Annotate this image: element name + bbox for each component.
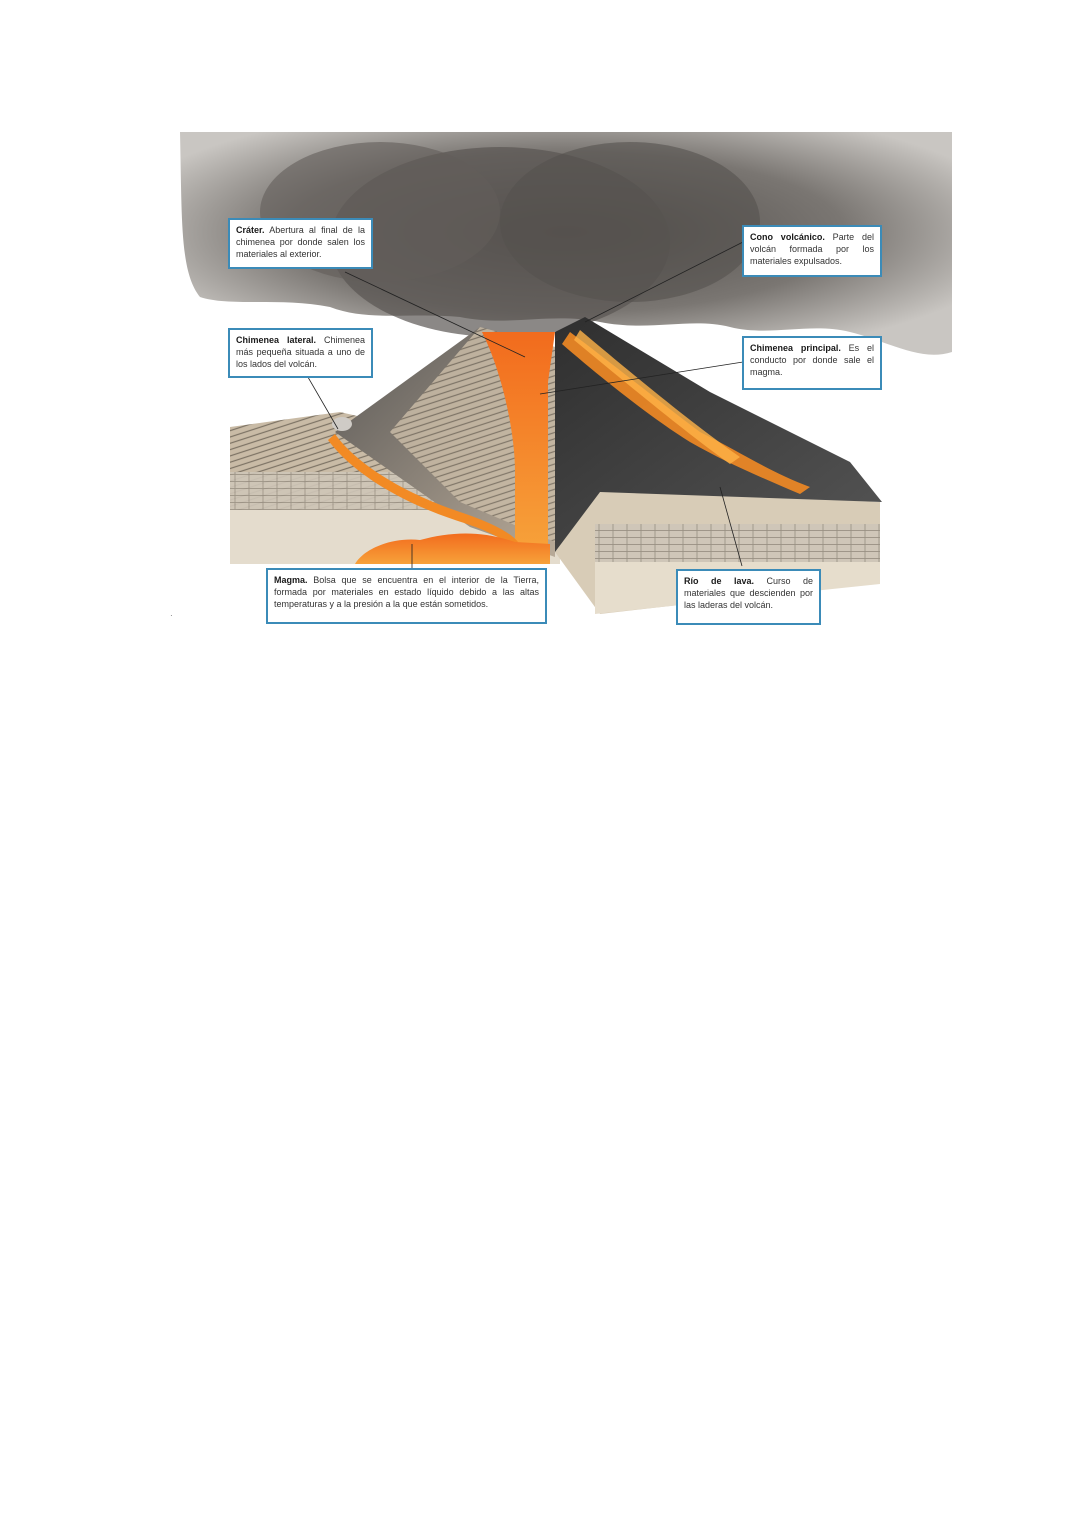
- callout-cono-volcanico: [742, 225, 882, 277]
- callout-rio-text: Curso de materiales que descienden por las laderas del volcán.: [684, 576, 813, 610]
- stray-mark: ·: [170, 611, 173, 620]
- callout-chimenea-principal: [742, 336, 882, 390]
- ash-puff: [500, 142, 760, 302]
- callout-lateral-text: Chimenea más pequeña situada a uno de los lados del volcán.: [236, 335, 365, 369]
- callout-rio-term: Río de lava.: [684, 576, 754, 586]
- callout-cono-text: Parte del volcán formada por los materiales expulsados.: [750, 232, 874, 266]
- callout-principal-text: Es el conducto por donde sale el magma.: [750, 343, 874, 377]
- callout-magma-text: Bolsa que se encuentra en el interior de la Tierra, formada por materiales en estado líquido debido a las altas temperaturas y a la presión a la que están sometidos.: [274, 575, 539, 609]
- callout-crater-term: Cráter.: [236, 225, 265, 235]
- callout-cono-term: Cono volcánico.: [750, 232, 825, 242]
- callout-principal-term: Chimenea principal.: [750, 343, 841, 353]
- callout-crater-text: Abertura al final de la chimenea por donde salen los materiales al exterior.: [236, 225, 365, 259]
- callout-magma-term: Magma.: [274, 575, 308, 585]
- callout-rio-de-lava: [676, 569, 821, 625]
- callout-magma: [266, 568, 547, 624]
- callout-lateral-term: Chimenea lateral.: [236, 335, 316, 345]
- callout-crater: [228, 218, 373, 269]
- ground-right-brick: [595, 524, 880, 562]
- volcano-diagram: [130, 132, 952, 632]
- callout-chimenea-lateral: [228, 328, 373, 378]
